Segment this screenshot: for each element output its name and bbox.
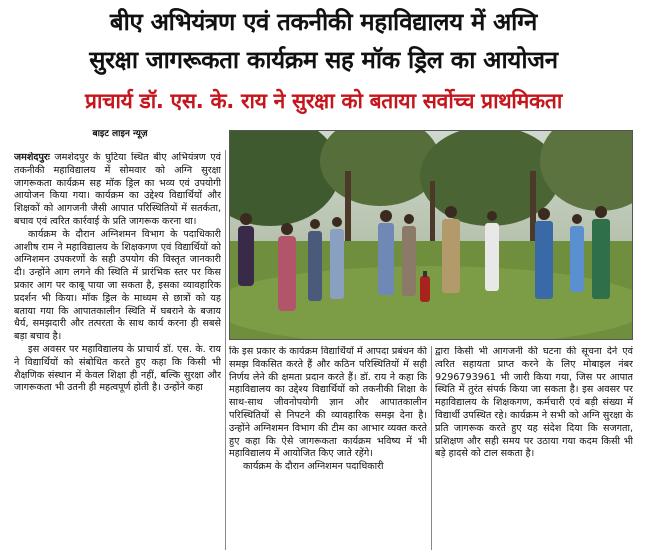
column-divider [431, 346, 432, 550]
headline-line-1: बीए अभियंत्रण एवं तकनीकी महाविद्यालय में अग्नि [109, 8, 538, 36]
news-photo [229, 130, 633, 340]
paragraph: द्वारा किसी भी आगजनी की घटना की सूचना देने एवं त्वरित सहायता प्राप्त करने के लिए मोबाइल नंबर 9296793961 भी जारी किया गया, जिस पर आपात स्थिति में तुरंत संपर्क किया जा सकता है। इस अवसर पर महाविद्यालय के शिक्षकगण, कर्मचारी एवं बड़ी संख्या में विद्यार्थी उपस्थित रहे। कार्यक्रम ने सभी को अग्नि सुरक्षा के प्रति जागरूक करते हुए यह संदेश दिया कि सजगता, प्रशिक्षण और सही समय पर उठाया गया कदम किसी भी बड़े हादसे को टाल सकता है। [435, 346, 633, 460]
paragraph: कार्यक्रम के दौरान अग्निशमन पदाधिकारी [243, 461, 384, 473]
paragraph: इस अवसर पर महाविद्यालय के प्राचार्य डॉ. एस. के. राय ने विद्यार्थियों को संबोधित करते हुए कहा कि किसी भी शैक्षणिक संस्थान में केवल शिक्षा ही नहीं, बल्कि सुरक्षा और जागरूकता भी उतनी ही महत्वपूर्ण होती है। उन्होंने कहा [14, 343, 221, 394]
paragraph-text: जमशेदपुर के घुटिया स्थित बीए अभियंत्रण एवं तकनीकी महाविद्यालय में सोमवार को अग्नि सुरक्षा जागरूकता कार्यक्रम सह मॉक ड्रिल का भव्य एवं उपयोगी आयोजन किया गया। कार्यक्रम का उद्देश्य विद्यार्थियों और शिक्षकों को आगजनी जैसी आपात परिस्थितियों में सतर्कता, बचाव एवं त्वरित कार्रवाई के प्रति जागरूक करना था। [14, 152, 221, 227]
article-column-3 [435, 346, 633, 550]
paragraph: कि इस प्रकार के कार्यक्रम विद्यार्थियों में आपदा प्रबंधन की समझ विकसित करते हैं और कठिन परिस्थितियों में सही निर्णय लेने की क्षमता प्रदान करते हैं। डॉ. राय ने कहा कि महाविद्यालय का उद्देश्य विद्यार्थियों को तकनीकी शिक्षा के साथ-साथ जीवनोपयोगी ज्ञान और आपातकालीन परिस्थितियों से निपटने की व्यावहारिक समझ देना है। उन्होंने अग्निशमन विभाग की टीम का आभार व्यक्त करते हुए कहा कि ऐसे जागरूकता कार्यक्रम भविष्य में भी महाविद्यालय में आयोजित किए जाते रहेंगे। [229, 346, 427, 460]
subheadline: प्राचार्य डॉ. एस. के. राय ने सुरक्षा को बताया सर्वोच्च प्राथमिकता [85, 89, 562, 113]
dateline: जमशेदपुरः [14, 152, 50, 163]
headline-line-2: सुरक्षा जागरूकता कार्यक्रम सह मॉक ड्रिल का आयोजन [89, 46, 558, 74]
paragraph: कार्यक्रम के दौरान अग्निशमन विभाग के पदाधिकारी आशीष राम ने महाविद्यालय के शिक्षकगण एवं विद्यार्थियों को अग्निशमन उपकरणों के सही उपयोग की विस्तृत जानकारी दी। उन्होंने आग लगने की स्थिति में प्रारंभिक स्तर पर किस प्रकार आग पर काबू पाया जा सकता है, इसका व्यावहारिक प्रदर्शन भी किया। मॉक ड्रिल के माध्यम से छात्रों को यह बताया गया कि आपातकालीन स्थिति में घबराने के बजाय धैर्य, समझदारी और तत्परता के साथ कार्य करना ही सबसे बड़ा बचाव है। [14, 228, 221, 343]
column-divider [225, 150, 226, 550]
article-column-2 [229, 346, 427, 550]
article-column-1 [14, 152, 221, 550]
paragraph [14, 152, 221, 229]
byline: बाइट लाइन न्यूज़ [92, 129, 148, 139]
